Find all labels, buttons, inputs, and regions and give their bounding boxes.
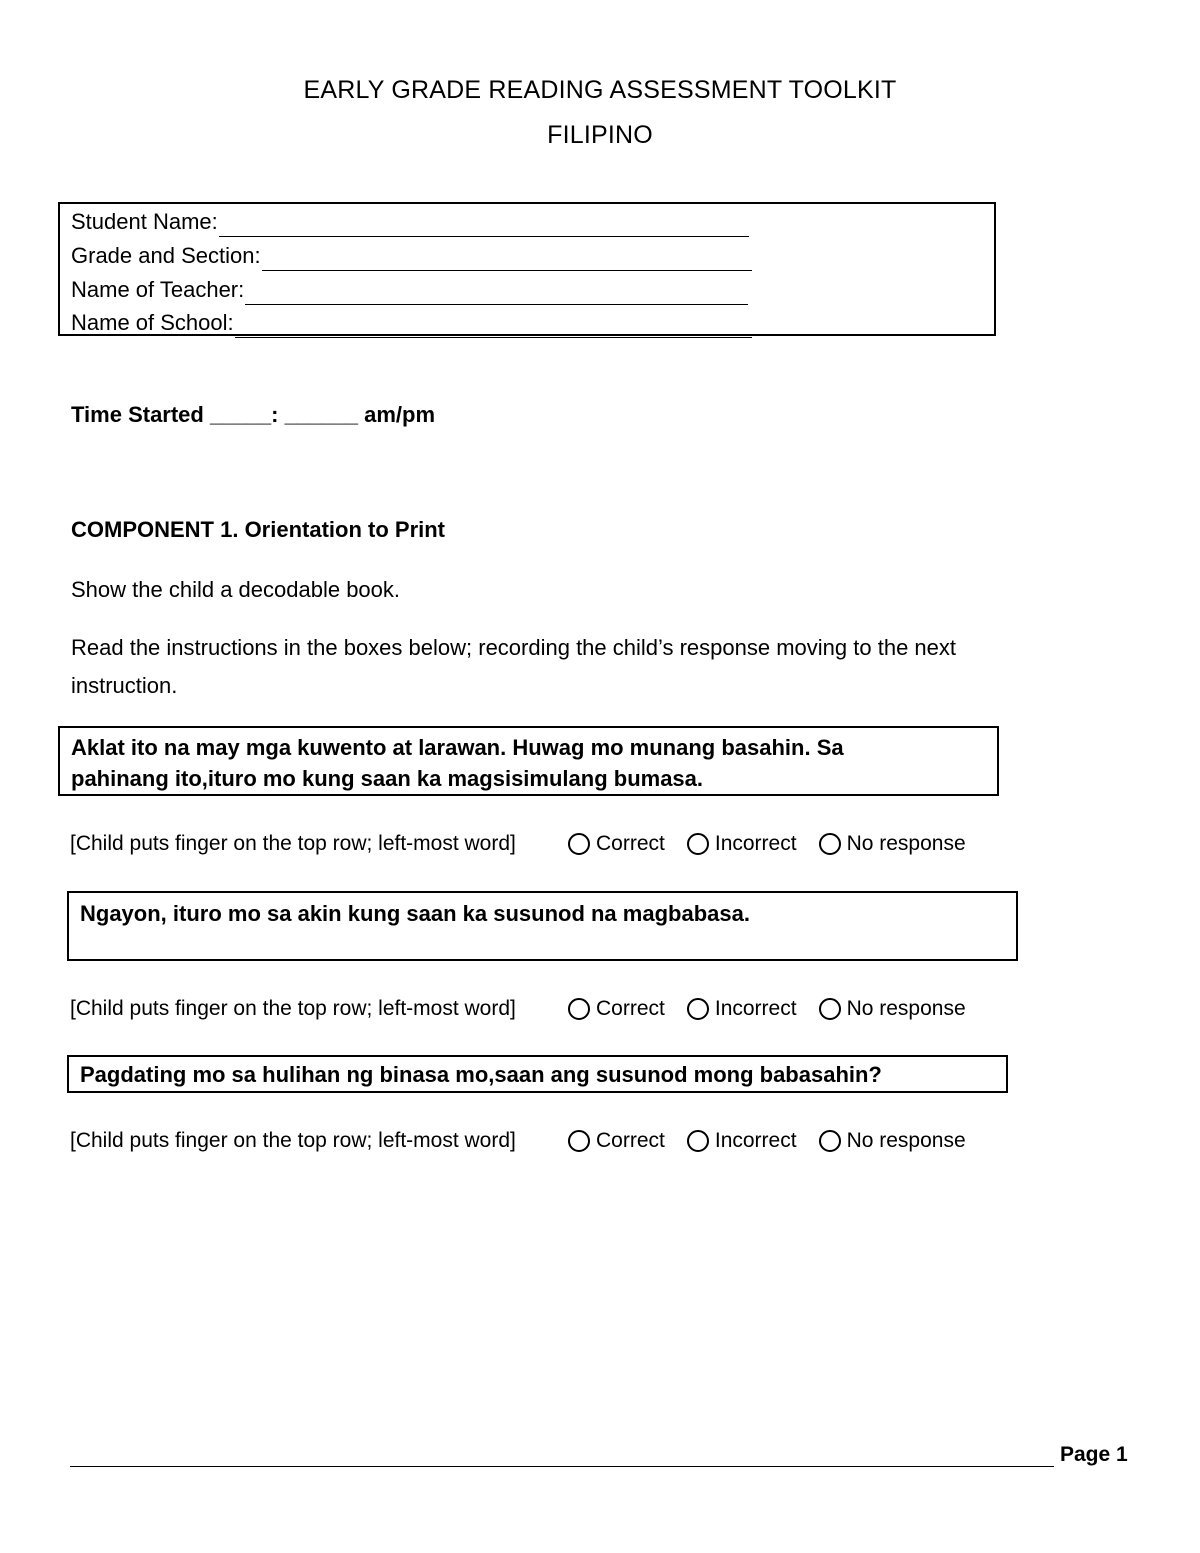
school-blank[interactable]	[235, 315, 752, 338]
radio-icon[interactable]	[568, 998, 590, 1020]
radio-icon[interactable]	[687, 1130, 709, 1152]
radio-icon[interactable]	[687, 833, 709, 855]
prompt-1-line2: pahinang ito,ituro mo kung saan ka magsisimulang bumasa.	[71, 766, 704, 791]
response-note: [Child puts finger on the top row; left-most word]	[70, 832, 516, 855]
grade-section-blank[interactable]	[262, 248, 752, 271]
option-no-response[interactable]	[819, 1129, 966, 1153]
prompt-3-line1: Pagdating mo sa hulihan ng binasa mo,saan ang susunod mong babasahin?	[80, 1062, 882, 1087]
response-row-1	[70, 829, 988, 859]
option-label: Correct	[596, 1129, 665, 1152]
option-label: Correct	[596, 832, 665, 855]
document-subtitle: FILIPINO	[547, 121, 653, 149]
radio-icon[interactable]	[819, 1130, 841, 1152]
prompt-2-line1: Ngayon, ituro mo sa akin kung saan ka susunod na magbabasa.	[80, 901, 750, 926]
radio-icon[interactable]	[568, 833, 590, 855]
radio-icon[interactable]	[819, 998, 841, 1020]
prompt-1-line1: Aklat ito na may mga kuwento at larawan. Huwag mo munang basahin. Sa	[71, 735, 844, 760]
option-label: No response	[846, 1129, 966, 1152]
option-label: No response	[846, 832, 966, 855]
radio-icon[interactable]	[568, 1130, 590, 1152]
response-row-3	[70, 1126, 988, 1156]
option-incorrect[interactable]	[687, 997, 797, 1021]
document-title: EARLY GRADE READING ASSESSMENT TOOLKIT	[303, 76, 897, 104]
time-started[interactable]: Time Started _____: ______ am/pm	[71, 402, 436, 427]
radio-icon[interactable]	[819, 833, 841, 855]
student-name-label: Student Name:	[71, 209, 218, 234]
teacher-field[interactable]	[71, 275, 748, 305]
option-label: Incorrect	[714, 1129, 797, 1152]
grade-section-field[interactable]	[71, 241, 752, 271]
instruction-read-boxes-line2: instruction.	[71, 673, 178, 698]
option-no-response[interactable]	[819, 997, 966, 1021]
response-row-2	[70, 994, 988, 1024]
teacher-blank[interactable]	[245, 282, 748, 305]
instruction-read-boxes-line1: Read the instructions in the boxes below; recording the child’s response moving to the next	[71, 635, 956, 660]
student-name-field[interactable]	[71, 207, 749, 237]
school-label: Name of School:	[71, 310, 234, 335]
option-incorrect[interactable]	[687, 832, 797, 856]
option-correct[interactable]	[568, 832, 665, 856]
footer-rule	[70, 1466, 1054, 1467]
grade-section-label: Grade and Section:	[71, 243, 261, 268]
option-label: Incorrect	[714, 997, 797, 1020]
radio-icon[interactable]	[687, 998, 709, 1020]
instruction-show-book: Show the child a decodable book.	[71, 577, 401, 602]
student-info-box	[58, 202, 996, 336]
response-note: [Child puts finger on the top row; left-most word]	[70, 1129, 516, 1152]
option-incorrect[interactable]	[687, 1129, 797, 1153]
option-correct[interactable]	[568, 1129, 665, 1153]
option-label: Incorrect	[714, 832, 797, 855]
prompt-box-1	[58, 726, 999, 796]
option-label: No response	[846, 997, 966, 1020]
prompt-box-3	[67, 1055, 1008, 1093]
prompt-box-2	[67, 891, 1018, 961]
response-note: [Child puts finger on the top row; left-most word]	[70, 997, 516, 1020]
option-no-response[interactable]	[819, 832, 966, 856]
option-correct[interactable]	[568, 997, 665, 1021]
option-label: Correct	[596, 997, 665, 1020]
page-number: Page 1	[1060, 1443, 1128, 1466]
teacher-label: Name of Teacher:	[71, 277, 245, 302]
student-name-blank[interactable]	[219, 214, 749, 237]
component-heading: COMPONENT 1. Orientation to Print	[71, 517, 446, 542]
school-field[interactable]	[71, 308, 752, 338]
